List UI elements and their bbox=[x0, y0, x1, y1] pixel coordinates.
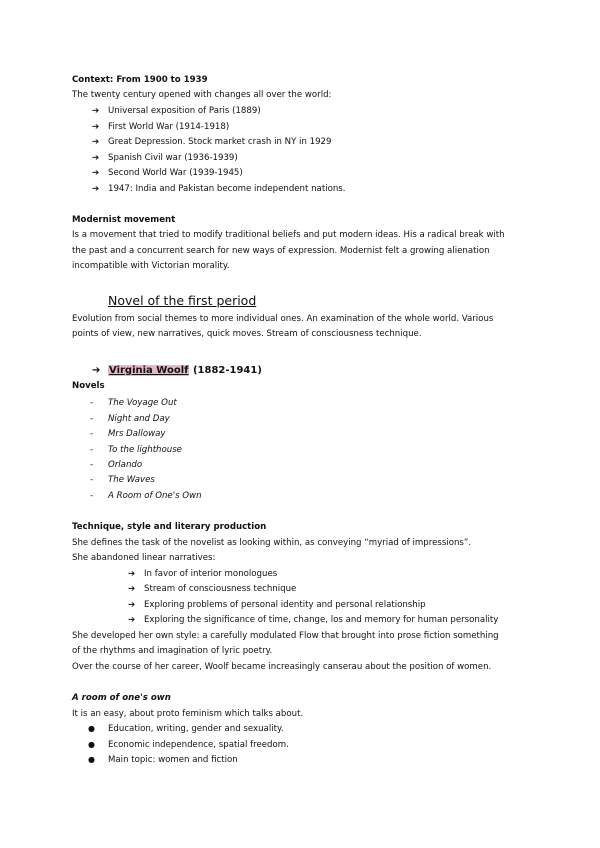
novel-title: Night and Day bbox=[108, 414, 170, 424]
modernist-line: the past and a concurrent search for new ways of expression. Modernist felt a growing alienation bbox=[72, 246, 490, 256]
dash-marker: - bbox=[90, 429, 94, 439]
event-text: Second World War (1939-1945) bbox=[108, 168, 243, 178]
context-event bbox=[92, 136, 332, 148]
context-event bbox=[92, 105, 261, 117]
novel-item bbox=[90, 474, 155, 486]
technique-point bbox=[128, 583, 296, 595]
arrow-icon: ➔ bbox=[128, 569, 136, 579]
dash-marker: - bbox=[90, 414, 94, 424]
context-event bbox=[92, 121, 229, 133]
author-dates: (1882-1941) bbox=[189, 365, 262, 376]
context-heading: Context: From 1900 to 1939 bbox=[72, 75, 208, 85]
novel-title: The Waves bbox=[108, 475, 155, 485]
technique-line: She defines the task of the novelist as looking within, as conveying “myriad of impressions”. bbox=[72, 538, 472, 548]
first-period-title: Novel of the first period bbox=[108, 293, 257, 308]
arrow-icon: ➔ bbox=[92, 184, 100, 194]
room-bullet bbox=[88, 754, 238, 766]
novel-title: Orlando bbox=[108, 460, 143, 470]
author-heading bbox=[92, 364, 262, 378]
bullet-icon: ● bbox=[88, 755, 95, 764]
modernist-line: incompatible with Victorian morality. bbox=[72, 261, 230, 271]
technique-after-line: She developed her own style: a carefully modulated Flow that brought into prose fiction something bbox=[72, 631, 499, 641]
technique-line: She abandoned linear narratives: bbox=[72, 553, 216, 563]
event-text: Universal exposition of Paris (1889) bbox=[108, 106, 261, 116]
room-heading: A room of one's own bbox=[72, 693, 171, 703]
arrow-icon: ➔ bbox=[92, 106, 100, 116]
modernist-heading: Modernist movement bbox=[72, 215, 176, 225]
arrow-icon: ➔ bbox=[92, 122, 100, 132]
bullet-text: Economic independence, spatial freedom. bbox=[108, 740, 289, 750]
novel-item bbox=[90, 397, 177, 409]
context-event bbox=[92, 167, 243, 179]
dash-marker: - bbox=[90, 398, 94, 408]
dash-marker: - bbox=[90, 460, 94, 470]
point-text: In favor of interior monologues bbox=[144, 569, 278, 579]
room-bullet bbox=[88, 723, 284, 735]
event-text: 1947: India and Pakistan become independent nations. bbox=[108, 184, 346, 194]
room-bullet bbox=[88, 739, 289, 751]
dash-marker: - bbox=[90, 491, 94, 501]
context-event bbox=[92, 152, 238, 164]
bullet-icon: ● bbox=[88, 740, 95, 749]
event-text: Spanish Civil war (1936-1939) bbox=[108, 153, 238, 163]
point-text: Stream of consciousness technique bbox=[144, 584, 297, 594]
arrow-icon: ➔ bbox=[92, 153, 100, 163]
room-intro: It is an easy, about proto feminism which talks about. bbox=[72, 709, 304, 719]
author-name: Virginia Woolf bbox=[109, 365, 189, 376]
context-intro: The twenty century opened with changes all over the world: bbox=[72, 90, 332, 100]
novels-heading: Novels bbox=[72, 381, 105, 391]
technique-heading: Technique, style and literary production bbox=[72, 522, 267, 532]
event-text: Great Depression. Stock market crash in NY in 1929 bbox=[108, 137, 332, 147]
bullet-icon: ● bbox=[88, 724, 95, 733]
arrow-icon: ➔ bbox=[128, 615, 136, 625]
dash-marker: - bbox=[90, 445, 94, 455]
point-text: Exploring the significance of time, change, los and memory for human personality bbox=[144, 615, 499, 625]
novel-item bbox=[90, 413, 170, 425]
technique-point bbox=[128, 614, 498, 626]
novel-title: Mrs Dalloway bbox=[108, 429, 166, 439]
novel-item bbox=[90, 490, 202, 502]
first-period-line: points of view, new narratives, quick moves. Stream of consciousness technique. bbox=[72, 329, 422, 339]
first-period-line: Evolution from social themes to more individual ones. An examination of the whole world. Various bbox=[72, 314, 494, 324]
novel-title: A Room of One's Own bbox=[108, 491, 202, 501]
dash-marker: - bbox=[90, 475, 94, 485]
arrow-icon: ➔ bbox=[92, 168, 100, 178]
point-text: Exploring problems of personal identity and personal relationship bbox=[144, 600, 426, 610]
novel-item bbox=[90, 459, 142, 471]
technique-after-line: of the rhythms and imagination of lyric poetry. bbox=[72, 646, 273, 656]
novel-item bbox=[90, 428, 165, 440]
arrow-icon: ➔ bbox=[128, 600, 136, 610]
novel-item bbox=[90, 444, 182, 456]
bullet-text: Education, writing, gender and sexuality. bbox=[108, 724, 284, 734]
bullet-text: Main topic: women and fiction bbox=[108, 755, 238, 765]
arrow-icon: ➔ bbox=[128, 584, 136, 594]
technique-after-line: Over the course of her career, Woolf became increasingly canserau about the position of women. bbox=[72, 662, 492, 672]
novel-title: The Voyage Out bbox=[108, 398, 177, 408]
arrow-icon: ➔ bbox=[92, 365, 101, 376]
technique-point bbox=[128, 599, 426, 611]
arrow-icon: ➔ bbox=[92, 137, 100, 147]
context-event bbox=[92, 183, 346, 195]
technique-point bbox=[128, 568, 277, 580]
event-text: First World War (1914-1918) bbox=[108, 122, 230, 132]
novel-title: To the lighthouse bbox=[108, 445, 182, 455]
modernist-line: Is a movement that tried to modify traditional beliefs and put modern ideas. His a radical break with bbox=[72, 230, 505, 240]
